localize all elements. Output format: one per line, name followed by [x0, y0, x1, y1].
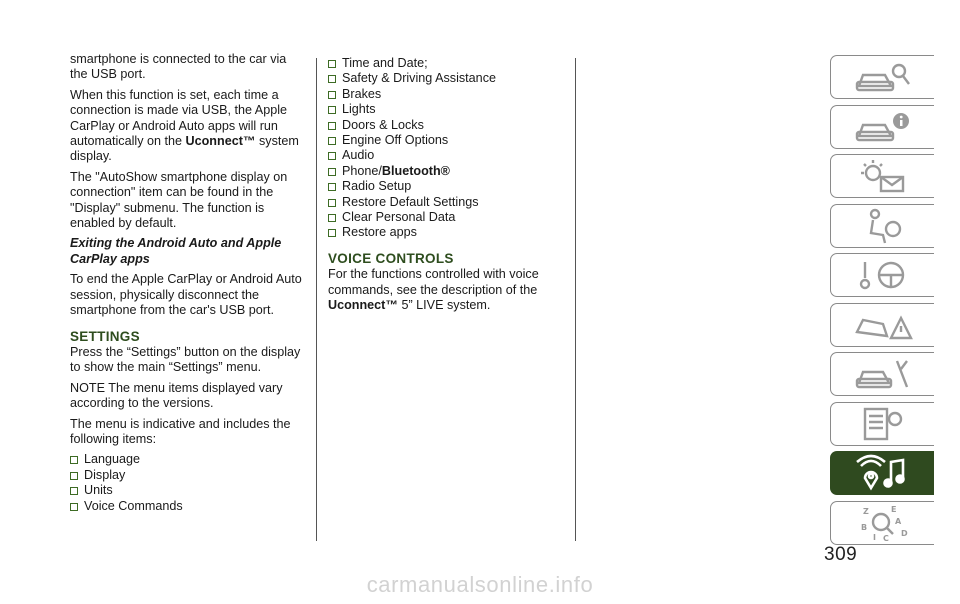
middle-column — [328, 56, 563, 319]
paragraph — [70, 88, 302, 165]
tab-technical-data[interactable] — [830, 402, 934, 446]
list-item: Engine Off Options — [328, 133, 563, 148]
left-column — [70, 52, 302, 514]
column-divider — [575, 58, 576, 541]
tab-airbag-seat[interactable] — [830, 204, 934, 248]
tab-warning-lights[interactable] — [830, 154, 934, 198]
car-info-icon — [851, 108, 915, 146]
tab-index[interactable] — [830, 501, 934, 545]
list-item: Doors & Locks — [328, 118, 563, 133]
paragraph: smartphone is connected to the car via the USB port. — [70, 52, 287, 82]
list-item: Units — [70, 483, 302, 498]
text: For the functions controlled with voice commands, see the description of the — [328, 267, 539, 297]
tab-car-service[interactable] — [830, 352, 934, 396]
airbag-seat-icon — [851, 207, 915, 245]
page-number: 309 — [824, 544, 858, 565]
paragraph: The "AutoShow smartphone display on connection" item can be found in the "Display" submenu. The function is enabled by default. — [70, 169, 288, 231]
list-item: Restore Default Settings — [328, 195, 563, 210]
settings-list-continued — [328, 56, 563, 241]
list-item: Lights — [328, 102, 563, 117]
chapter-tabs — [830, 55, 934, 550]
voice-controls-heading: VOICE CONTROLS — [328, 250, 454, 266]
warning-lights-icon — [851, 157, 915, 195]
multimedia-icon — [851, 454, 915, 492]
svg-text:B: B — [860, 522, 867, 532]
list-item: Display — [70, 468, 302, 483]
settings-heading: SETTINGS — [70, 328, 140, 344]
paragraph: To end the Apple CarPlay or Android Auto session, physically disconnect the smartphone from the car's USB port. — [70, 272, 302, 318]
car-service-icon — [851, 355, 915, 393]
subheading: Exiting the Android Auto and Apple CarPlay apps — [70, 236, 282, 266]
brand-text: Uconnect™ — [328, 298, 398, 313]
tab-car-search[interactable] — [830, 55, 934, 99]
car-emergency-icon — [851, 306, 915, 344]
list-item: Language — [70, 452, 302, 467]
paragraph: Press the “Settings” button on the display to show the main “Settings” menu. — [70, 344, 301, 375]
list-item: Time and Date; — [328, 56, 563, 71]
svg-text:Z: Z — [862, 506, 869, 516]
tab-multimedia[interactable] — [830, 451, 934, 495]
brand-text: Bluetooth® — [381, 163, 450, 178]
car-search-icon — [851, 58, 915, 96]
svg-text:A: A — [894, 516, 901, 526]
list-item: Restore apps — [328, 225, 563, 240]
svg-text:C: C — [882, 533, 889, 542]
list-item: Radio Setup — [328, 179, 563, 194]
watermark: carmanualsonline.info — [366, 572, 594, 597]
paragraph: The menu is indicative and includes the following items: — [70, 416, 291, 446]
list-item: Audio — [328, 148, 563, 163]
text: When this function is set, each time a connection is made via USB, the Apple CarPlay or Android Auto apps will run automatically on the — [70, 87, 288, 149]
svg-text:D: D — [900, 528, 908, 538]
column-divider — [316, 58, 317, 541]
brand-text: Uconnect™ — [185, 134, 256, 149]
text: Phone/ — [342, 163, 382, 178]
index-icon — [851, 504, 915, 542]
paragraph — [328, 267, 563, 313]
steering-wheel-icon — [851, 256, 915, 294]
settings-list — [70, 452, 302, 514]
text: 5” LIVE system. — [397, 298, 491, 313]
tab-car-info[interactable] — [830, 105, 934, 149]
list-item: Safety & Driving Assistance — [328, 71, 563, 86]
note: NOTE The menu items displayed vary according to the versions. — [70, 380, 283, 411]
text: system display. — [70, 134, 299, 164]
svg-text:I: I — [872, 532, 876, 542]
list-item: Clear Personal Data — [328, 210, 563, 225]
technical-data-icon — [851, 405, 915, 443]
list-item: Voice Commands — [70, 499, 302, 514]
svg-text:E: E — [890, 504, 896, 514]
tab-car-emergency[interactable] — [830, 303, 934, 347]
list-item — [328, 164, 563, 179]
tab-steering-wheel[interactable] — [830, 253, 934, 297]
list-item: Brakes — [328, 87, 563, 102]
